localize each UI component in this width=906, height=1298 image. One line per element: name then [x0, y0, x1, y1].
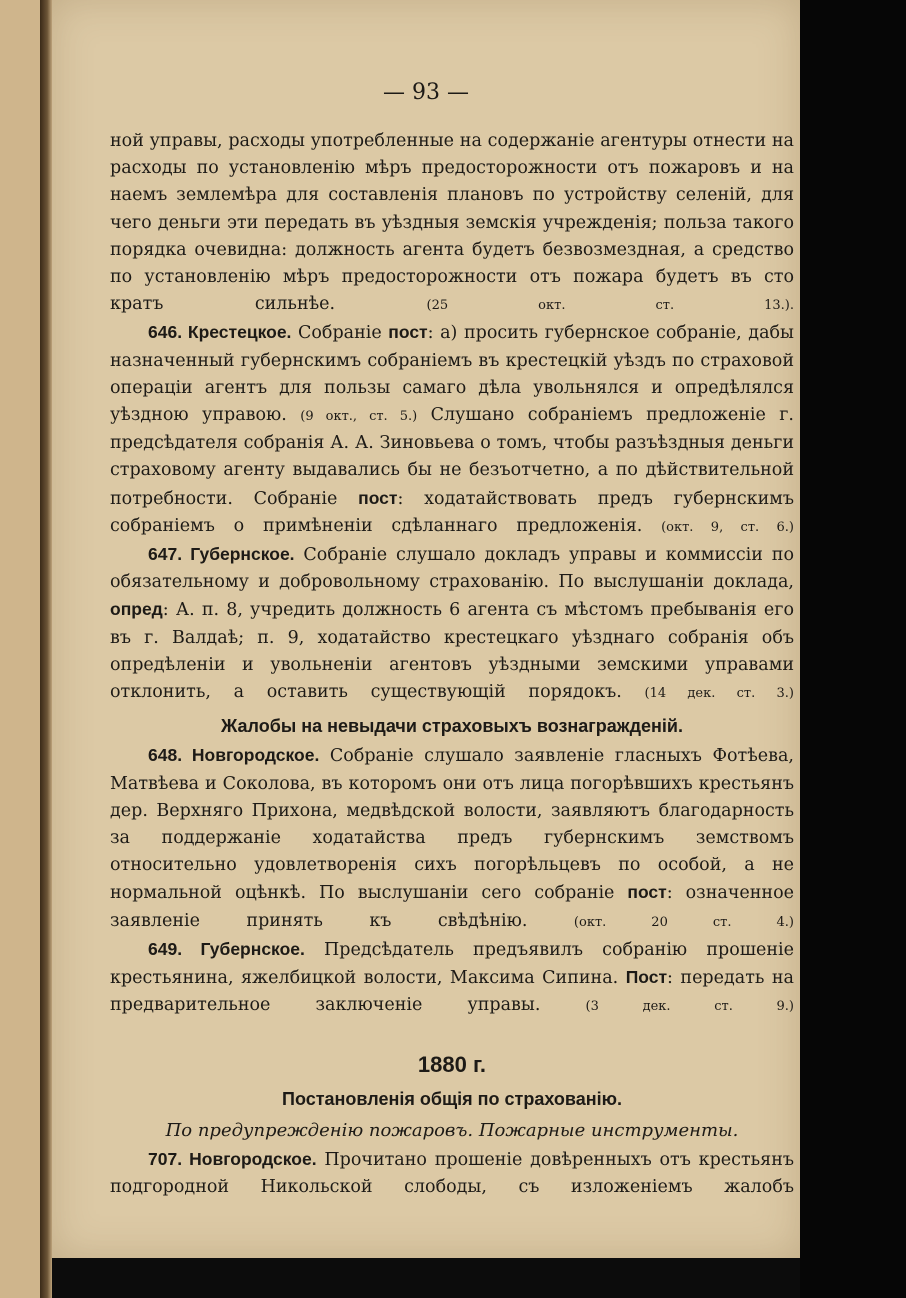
keyword: Пост [625, 967, 668, 988]
keyword: пост [388, 322, 428, 343]
entry-lead: 647. Губернское. [148, 544, 295, 565]
entry-647: 647. Губернское. Собраніе слушало докладъ управы и коммиссіи по обязательному и добровольному страхованію. По выслушаніи доклада, опред: А. п. 8, учредить должность 6 агента съ мѣстомъ пребыванія его въ г. Валдаѣ; п. 9, ходатайство крестецкаго уѣзднаго собранія объ опредѣленіи и увольненіи агентовъ уѣздными земскими управами отклонить, а оставить существующій порядокъ. (14 дек. ст. 3.) [110, 544, 794, 703]
keyword: пост [358, 487, 398, 508]
reference: (14 дек. ст. 3.) [644, 686, 794, 702]
keyword: опред [110, 599, 163, 620]
reference: (3 дек. ст. 9.) [585, 999, 794, 1015]
section-subheading: По предупрежденію пожаровъ. Пожарные инструменты. [165, 1119, 739, 1141]
book-page [52, 0, 800, 1258]
background-edge [800, 0, 906, 1298]
book-gutter [40, 0, 52, 1298]
reference: (9 окт., ст. 5.) [300, 409, 418, 425]
section-heading: Постановленія общія по страхованію. [282, 1088, 622, 1109]
entry-648: 648. Новгородское. Собраніе слушало заявленіе гласныхъ Фотѣева, Матвѣева и Соколова, въ которомъ они отъ лица погорѣвшихъ крестьянъ дер. Верхняго Прихона, медвѣдской волости, заявляютъ благодарность за поддержаніе ходатайства предъ губернскимъ земствомъ относительно удовлетворенія сихъ погорѣльцевъ по особой, а не нормальной оцѣнкѣ. По выслушаніи сего собраніе пост: означенное заявленіе принять къ свѣдѣнію. (окт. 20 ст. 4.) [110, 745, 794, 931]
page-number: — 93 — [383, 80, 469, 105]
entry-lead: 649. Губернское. [148, 938, 305, 959]
entry-lead: 707. Новгородское. [148, 1149, 317, 1170]
entry-707: 707. Новгородское. Прочитано прошеніе довѣренныхъ отъ крестьянъ подгородной Никольской слободы, съ изложеніемъ жалобъ [110, 1149, 794, 1198]
entry-lead: 646. Крестецкое. [148, 322, 292, 343]
keyword: пост [627, 882, 667, 903]
section-heading: Жалобы на невыдачи страховыхъ вознагражденій. [221, 716, 683, 737]
reference: (окт. 9, ст. 6.) [661, 519, 794, 535]
entry-649: 649. Губернское. Предсѣдатель предъявилъ собранію прошеніе крестьянина, яжелбицкой волости, Максима Сипина. Пост: передать на предварительное заключеніе управы. (3 дек. ст. 9.) [110, 938, 794, 1016]
reference: (25 окт. ст. 13.). [426, 298, 794, 314]
year-heading: 1880 г. [417, 1051, 487, 1077]
paragraph-continuation: ной управы, расходы употребленные на содержаніе агентуры отнести на расходы по установленію мѣръ предосторожности отъ пожаровъ и на наемъ землемѣра для составленія плановъ по устройству селеній, для чего деньги эти передать въ уѣздныя земскія учрежденія; польза такого порядка очевидна: должность агента будетъ безвозмездная, а средство по установленію мѣръ предосторожности отъ пожара будетъ въ сто кратъ сильнѣе. (25 окт. ст. 13.). [110, 131, 794, 315]
previous-page-edge [0, 0, 40, 1298]
reference: (окт. 20 ст. 4.) [573, 914, 794, 930]
entry-lead: 648. Новгородское. [148, 745, 320, 766]
page-text [110, 128, 794, 1202]
entry-646: 646. Крестецкое. Собраніе пост: а) просить губернское собраніе, дабы назначенный губернскимъ собраніемъ въ крестецкій уѣздъ по страховой операціи агентъ для пользы самаго дѣла увольнялся и опредѣлялся уѣздною управою. (9 окт., ст. 5.) Слушано собраніемъ предложеніе г. предсѣдателя собранія А. А. Зиновьева о томъ, чтобы разъѣздныя деньги страховому агенту выдавались бы не безъотчетно, а по дѣйствительной потребности. Собраніе пост: ходатайствовать предъ губернскимъ собраніемъ о примѣненіи сдѣланнаго предложенія. (окт. 9, ст. 6.) [110, 322, 794, 536]
